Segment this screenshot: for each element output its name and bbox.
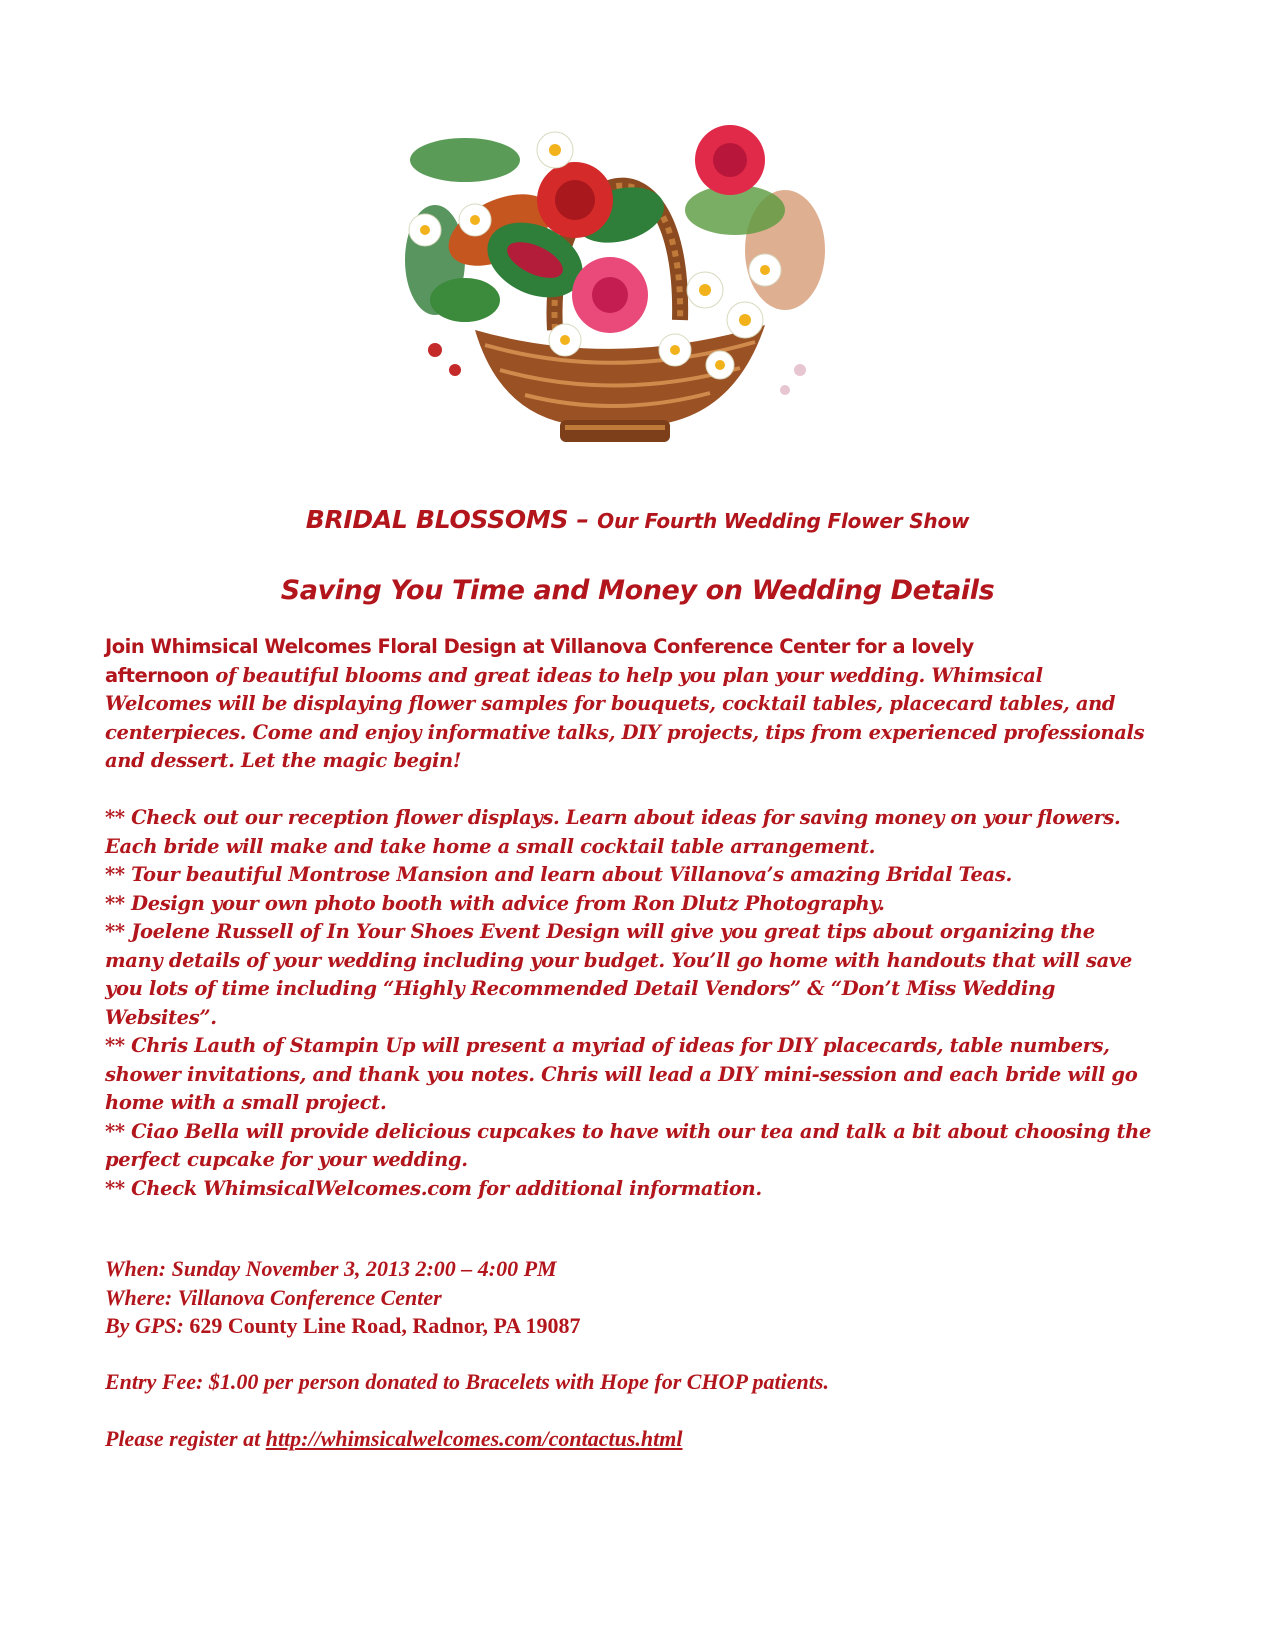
- flyer-body: [105, 633, 1155, 1203]
- intro-rest: of beautiful blooms and great ideas to help you plan your wedding. Whimsical Welcomes will be displaying flower samples for bouquets, cocktail tables, placecard tables, and centerpieces. Come and enjoy informative talks, DIY projects, tips from experienced professionals and dessert. Let the magic begin!: [105, 663, 1145, 772]
- event-details: [105, 1255, 1155, 1341]
- title-sub: Our Fourth Wedding Flower Show: [597, 509, 970, 533]
- event-when: When: Sunday November 3, 2013 2:00 – 4:00 PM: [105, 1256, 557, 1281]
- event-gps: [105, 1312, 1155, 1341]
- intro-lead: Join Whimsical Welcomes Floral Design at Villanova Conference Center for a lovely: [105, 635, 974, 658]
- register-link[interactable]: http://whimsicalwelcomes.com/contactus.html: [265, 1426, 683, 1451]
- register-label: Please register at: [105, 1426, 266, 1451]
- title-dash: –: [568, 505, 598, 534]
- entry-fee: Entry Fee: $1.00 per person donated to Bracelets with Hope for CHOP patients.: [105, 1369, 829, 1394]
- bullet-item: ** Chris Lauth of Stampin Up will present a myriad of ideas for DIY placecards, table numbers, shower invitations, and thank you notes. Chris will lead a DIY mini-session and each bride will go home with a small project.: [105, 1034, 1138, 1114]
- bullet-item: ** Check out our reception flower displays. Learn about ideas for saving money on your flowers. Each bride will make and take home a small cocktail table arrangement.: [105, 806, 1121, 858]
- gps-label: By GPS:: [105, 1313, 184, 1338]
- intro-lead-2: afternoon: [105, 663, 209, 687]
- bullet-item: ** Joelene Russell of In Your Shoes Event Design will give you great tips about organizing the many details of your wedding including your budget. You’ll go home with handouts that will save you lots of time including “Highly Recommended Detail Vendors” & “Don’t Miss Wedding Websites”.: [105, 920, 1132, 1029]
- flyer-subtitle: Saving You Time and Money on Wedding Details: [280, 575, 995, 606]
- flyer-title: [0, 505, 1275, 534]
- bullet-item: ** Design your own photo booth with advice from Ron Dlutz Photography.: [105, 891, 885, 915]
- flower-basket-illustration: [405, 120, 825, 460]
- register-line: [105, 1426, 683, 1452]
- bullet-item: ** Tour beautiful Montrose Mansion and learn about Villanova’s amazing Bridal Teas.: [105, 863, 1012, 886]
- intro-paragraph: [105, 633, 1155, 776]
- bullet-item: ** Check WhimsicalWelcomes.com for additional information.: [105, 1176, 762, 1200]
- title-main: BRIDAL BLOSSOMS: [305, 505, 569, 534]
- bullet-item: ** Ciao Bella will provide delicious cupcakes to have with our tea and talk a bit about choosing the perfect cupcake for your wedding.: [105, 1119, 1152, 1171]
- event-where: Where: Villanova Conference Center: [105, 1284, 442, 1310]
- gps-address: 629 County Line Road, Radnor, PA 19087: [183, 1313, 581, 1338]
